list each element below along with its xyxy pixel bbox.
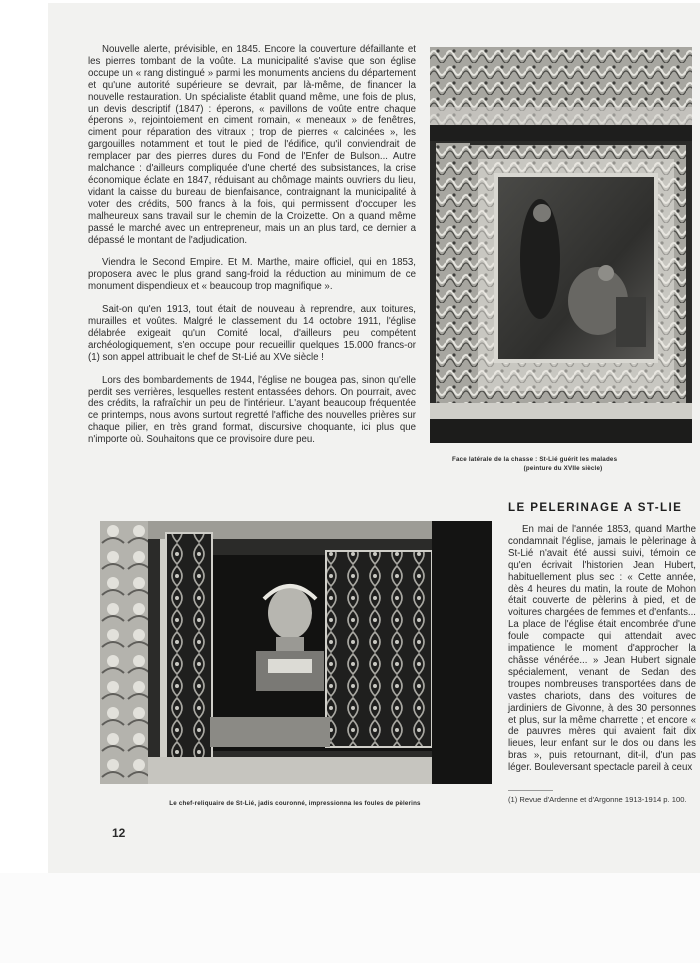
scan-margin (0, 873, 700, 963)
footnote: (1) Revue d'Ardenne et d'Argonne 1913-1914 p. 100. (508, 795, 687, 804)
photo-caption-painting (452, 455, 674, 473)
paragraph: Lors des bombardements de 1944, l'église ne bougea pas, sinon qu'elle perdit ses verrières, lesquelles restent entassées dehors. On pourrait, avec des crédits, la rafraîchir un peu de l'intérieur. L'ayant beaucoup fréquentée ce printemps, nous avons surtout regretté l'affiche des nouvelles prières sur chaque pilier, en très grand format, discursive choquante, ici plus que n'importe où. Souhaitons que ce provisoire dure peu. (88, 374, 416, 446)
paragraph: Sait-on qu'en 1913, tout était de nouveau à reprendre, aux toitures, murailles et voûtes. Malgré le classement du 14 octobre 1911, l'église délabrée exigeait qu'un Comité local, d'ailleurs peu compétent archéologiquement, s'en occupe pour recueillir quelques 15.000 francs-or (1) son appel attribuait le chef de St-Lié au XVe siècle ! (88, 304, 416, 363)
paragraph: En mai de l'année 1853, quand Marthe condamnait l'église, jamais le pèlerinage à St-Lié n'avait été aussi suivi, témoin ce qu'en écrivait l'historien Jean Hubert, habituellement plus sec : « Cette année, dès 4 heures du matin, la route de Mohon était couverte de pèlerins à pied, et de voitures chargées de femmes et d'enfants... La place de l'église était encombrée d'une foule compacte qui attendait avec impatience le moment d'approcher la châsse vénérée... » Jean Hubert signale spécialement, venant de Sedan des troupes nombreuses transportées dans de vastes chariots, dans des voitures de jardiniers de Givonne, à des 30 personnes et plus, sur la même charrette ; et encore « de pauvres mères qui avaient fait dix lieues, leur enfant sur le dos ou dans les bras », puis retournant, dit-il, d'un pas léger. Bouleversant spectacle pareil à ceux (508, 524, 696, 774)
caption-line: Face latérale de la chasse : St-Lié guérit les malades (452, 456, 618, 463)
page-number: 12 (112, 826, 126, 840)
reliquary-bust-photo (100, 521, 492, 784)
paragraph: Viendra le Second Empire. Et M. Marthe, maire officiel, qui en 1853, proposera avec le plus grand sang-froid la réduction au minimum de ce monument dispendieux et « beaucoup trop magnifique ». (88, 257, 416, 293)
footnote-divider (508, 790, 553, 791)
paragraph: Nouvelle alerte, prévisible, en 1845. Encore la couverture défaillante et les pierres tombant de la voûte. La municipalité s'avise que son église occupe un « rang distingué » parmi les monuments anciens du département et qu'une autorité supérieure se devrait, par là-même, de financer la nouvelle restauration. Un spécialiste établit quand même, une fois de plus, un devis descriptif (1847) : éperons, « pavillons de voûte entre chaque éperons », rejointoiement en ciment romain, « meneaux » de fenêtres, ciment pour réparation des vitraux ; trop de pierres « calcinées », les gargouilles notamment et tout le pied de l'édifice, qu'il conviendrait de remplacer par des pierres dures du Fond de l'Enfer de Bulson... Autre malchance : d'ailleurs compliquée d'une cherté des subsistances, la crise économique éclate en 1847, réduisant au chômage maints ouvriers du lieu, vidant la caisse du bureau de bienfaisance, contraignant la municipalité à voter des crédits, 500 francs à la fois, qui permissent d'occuper les malheureux sans travail sur le chemin de la Croizette. On a quand même passé le marché avec un entrepreneur, mais un an plus tard, ce dernier a dépassé le montant de l'adjudication. (88, 44, 416, 246)
right-text-column (508, 524, 696, 774)
section-heading: LE PELERINAGE A ST-LIE (508, 501, 683, 514)
caption-line: (peinture du XVIIe siècle) (523, 465, 603, 472)
photo-caption-reliquary: Le chef-reliquaire de St-Lié, jadis couronné, impressionna les foules de pèlerins (169, 800, 421, 807)
reliquary-painting-photo (430, 47, 692, 443)
left-text-column (88, 44, 416, 457)
